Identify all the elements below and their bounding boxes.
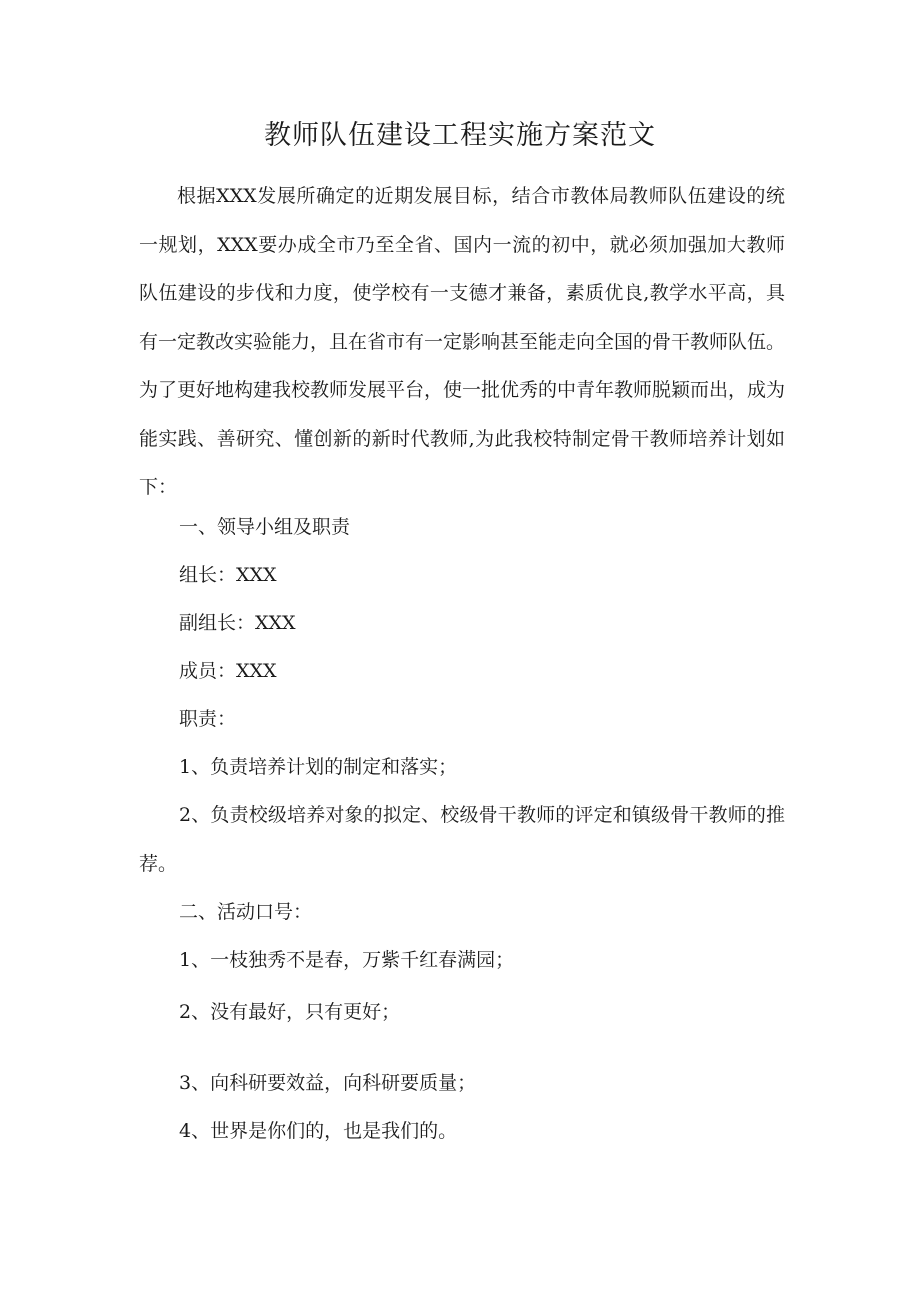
leader-line: 组长：XXX [179, 564, 277, 586]
section2-heading: 二、活动口号： [179, 901, 313, 923]
slogan-item-2: 2、没有最好，只有更好； [179, 1001, 401, 1023]
duties-label: 职责： [179, 708, 237, 730]
members-line: 成员：XXX [179, 660, 277, 682]
duty-item-2: 2、负责校级培养对象的拟定、校级骨干教师的评定和镇级骨干教师的推荐。 [139, 804, 785, 875]
intro-paragraph: 根据XXX发展所确定的近期发展目标，结合市教体局教师队伍建设的统一规划，XXX要办成全市乃至全省、国内一流的初中，就必须加强加大教师队伍建设的步伐和力度，使学校有一支德才兼备，素质优良,教学水平高，具有一定教改实验能力，且在省市有一定影响甚至能走向全国的骨干教师队伍。为了更好地构建我校教师发展平台，使一批优秀的中青年教师脱颖而出，成为能实践、善研究、懂创新的新时代教师,为此我校特制定骨干教师培养计划如下： [139, 185, 786, 498]
slogan-item-3: 3、向科研要效益，向科研要质量； [179, 1072, 477, 1094]
slogan-item-4: 4、世界是你们的，也是我们的。 [179, 1120, 458, 1142]
duty-item-1: 1、负责培养计划的制定和落实； [179, 756, 458, 778]
deputy-line: 副组长：XXX [179, 612, 296, 634]
section1-heading: 一、领导小组及职责 [179, 516, 351, 538]
slogan-item-1: 1、一枝独秀不是春，万紫千红春满园； [179, 949, 515, 971]
document-title: 教师队伍建设工程实施方案范文 [264, 120, 656, 151]
